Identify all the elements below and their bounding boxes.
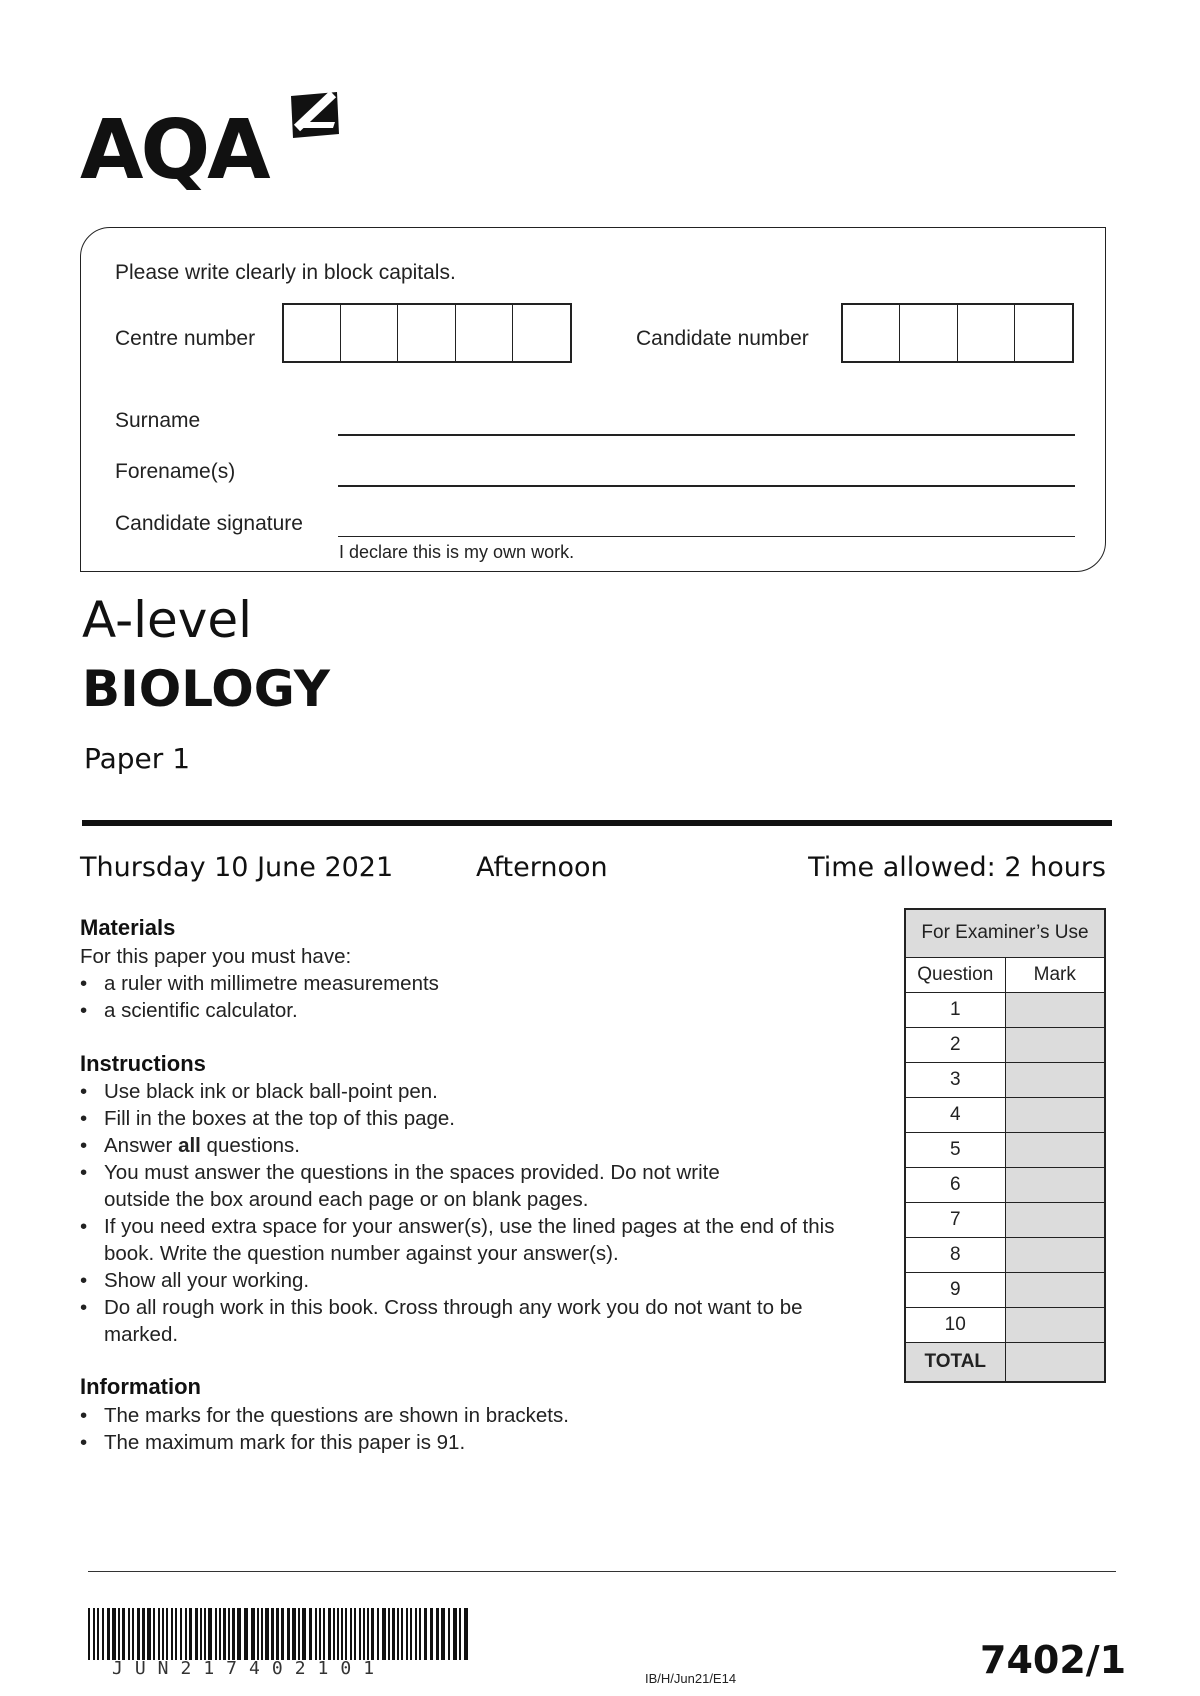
mark-cell[interactable] <box>1005 1272 1105 1307</box>
question-number: 1 <box>905 992 1005 1027</box>
mark-cell[interactable] <box>1005 1097 1105 1132</box>
materials-heading: Materials <box>80 915 176 940</box>
centre-digit-box[interactable] <box>341 305 398 361</box>
materials-intro: For this paper you must have: <box>80 945 352 968</box>
list-item: • The maximum mark for this paper is 91. <box>80 1429 880 1456</box>
total-label: TOTAL <box>905 1342 1005 1382</box>
logo-mark-icon <box>283 88 345 146</box>
answer-emphasis: all <box>178 1134 201 1157</box>
candidate-digit-box[interactable] <box>1015 305 1072 361</box>
candidate-digit-box[interactable] <box>843 305 900 361</box>
centre-digit-box[interactable] <box>284 305 341 361</box>
list-item: • Use black ink or black ball-point pen. <box>80 1078 880 1105</box>
barcode-text: JUN217402101 <box>112 1658 387 1679</box>
exam-session: Afternoon <box>476 852 608 883</box>
mark-cell[interactable] <box>1005 1307 1105 1342</box>
centre-number-label: Centre number <box>115 327 256 350</box>
materials-list <box>80 970 880 1024</box>
forenames-label: Forename(s) <box>115 460 236 483</box>
barcode-icon <box>88 1608 472 1660</box>
information-heading: Information <box>80 1374 201 1399</box>
mark-cell[interactable] <box>1005 1027 1105 1062</box>
question-number: 9 <box>905 1272 1005 1307</box>
mark-column-header: Mark <box>1005 957 1105 992</box>
list-item: • Fill in the boxes at the top of this page. <box>80 1105 880 1132</box>
list-item: • Show all your working. <box>80 1267 880 1294</box>
list-item: • If you need extra space for your answer(s), use the lined pages at the end of this book. Write the question number against your answer(s). <box>80 1213 870 1267</box>
candidate-number-boxes[interactable] <box>841 303 1074 363</box>
question-number: 2 <box>905 1027 1005 1062</box>
subject-title: BIOLOGY <box>82 660 330 718</box>
question-column-header: Question <box>905 957 1005 992</box>
time-allowed: Time allowed: 2 hours <box>808 852 1106 883</box>
question-number: 3 <box>905 1062 1005 1097</box>
question-number: 5 <box>905 1132 1005 1167</box>
surname-label: Surname <box>115 409 201 432</box>
list-item <box>80 1132 880 1159</box>
logo-text: AQA <box>80 103 268 198</box>
forenames-line[interactable] <box>338 485 1075 487</box>
question-number: 8 <box>905 1237 1005 1272</box>
footer-divider <box>88 1571 1116 1572</box>
question-number: 7 <box>905 1202 1005 1237</box>
question-number: 4 <box>905 1097 1005 1132</box>
mark-cell[interactable] <box>1005 1062 1105 1097</box>
list-item: • a scientific calculator. <box>80 997 880 1024</box>
examiner-use-table <box>904 908 1106 1383</box>
question-number: 6 <box>905 1167 1005 1202</box>
list-item: • Do all rough work in this book. Cross through any work you do not want to be marked. <box>80 1294 840 1348</box>
total-mark-cell[interactable] <box>1005 1342 1105 1382</box>
answer-prefix: Answer <box>104 1134 179 1157</box>
title-divider <box>82 820 1112 826</box>
candidate-number-label: Candidate number <box>636 327 809 350</box>
question-number: 10 <box>905 1307 1005 1342</box>
mark-cell[interactable] <box>1005 1167 1105 1202</box>
centre-digit-box[interactable] <box>398 305 455 361</box>
paper-number: Paper 1 <box>84 742 191 775</box>
information-list <box>80 1402 880 1456</box>
instructions-heading: Instructions <box>80 1051 206 1076</box>
surname-line[interactable] <box>338 434 1075 436</box>
instructions-list <box>80 1078 900 1348</box>
candidate-digit-box[interactable] <box>958 305 1015 361</box>
paper-reference: IB/H/Jun21/E14 <box>645 1671 737 1686</box>
aqa-logo <box>80 88 350 198</box>
exam-date: Thursday 10 June 2021 <box>80 852 394 883</box>
mark-cell[interactable] <box>1005 1202 1105 1237</box>
list-item: • The marks for the questions are shown in brackets. <box>80 1402 880 1429</box>
list-item: • a ruler with millimetre measurements <box>80 970 880 997</box>
centre-digit-box[interactable] <box>513 305 570 361</box>
qualification-level: A-level <box>82 591 253 649</box>
list-item: • You must answer the questions in the spaces provided. Do not write outside the box around each page or on blank pages. <box>80 1159 780 1213</box>
signature-line[interactable] <box>338 536 1075 537</box>
signature-label: Candidate signature <box>115 512 303 535</box>
centre-number-boxes[interactable] <box>282 303 572 363</box>
answer-suffix: questions. <box>200 1134 301 1157</box>
paper-code: 7402/1 <box>980 1638 1127 1682</box>
candidate-digit-box[interactable] <box>900 305 957 361</box>
mark-cell[interactable] <box>1005 992 1105 1027</box>
block-capitals-instruction: Please write clearly in block capitals. <box>115 261 456 284</box>
declaration-text: I declare this is my own work. <box>339 542 575 562</box>
centre-digit-box[interactable] <box>456 305 513 361</box>
examiner-table-title: For Examiner’s Use <box>905 909 1105 957</box>
mark-cell[interactable] <box>1005 1132 1105 1167</box>
mark-cell[interactable] <box>1005 1237 1105 1272</box>
